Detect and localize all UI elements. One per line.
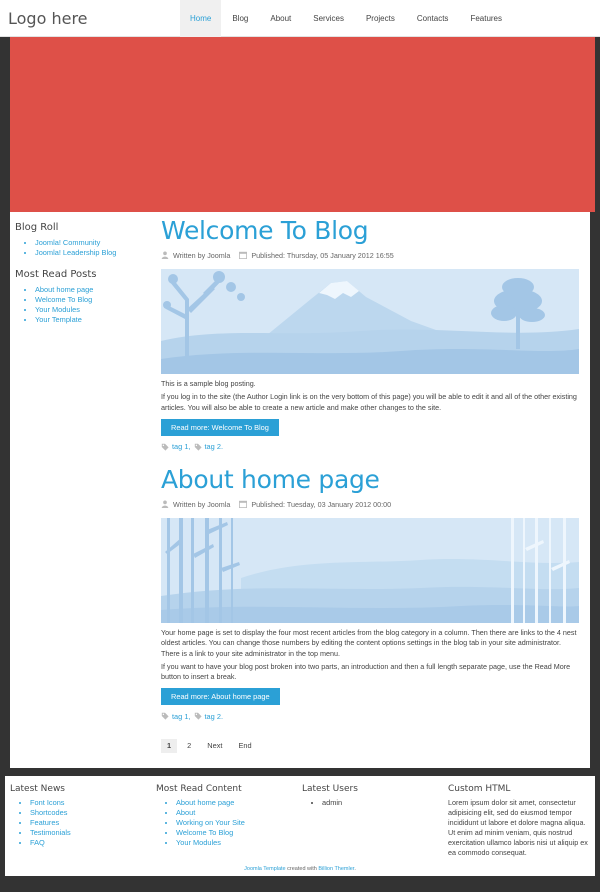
nav-features[interactable]: Features	[470, 14, 503, 23]
list-item	[35, 295, 155, 305]
sidebar	[15, 222, 155, 336]
calendar-icon	[239, 251, 247, 259]
pagination	[161, 739, 262, 753]
end-page-button[interactable]: End	[238, 741, 252, 750]
footer-latest-news	[10, 784, 150, 848]
blog-post	[161, 465, 581, 721]
post-author: Written by Joomla	[173, 250, 231, 260]
tag-link[interactable]: tag 1,	[172, 442, 191, 452]
tag-icon	[194, 712, 202, 720]
nav-about[interactable]: About	[270, 14, 292, 23]
list-item	[35, 248, 155, 258]
footer-lorem-text: Lorem ipsum dolor sit amet, consectetur adipisicing elit, sed do eiusmod tempor incididunt ut labore et dolore magna aliqua. Ut enim ad minim veniam, quis nostrud exercitation ullamco laboris nisi ut aliquip ex ea commodo consequat.	[448, 798, 588, 857]
post-paragraph: If you want to have your blog post broken into two parts, an introduction and then a full length separate page, use the Read More button to insert a break.	[161, 661, 571, 682]
post-tags	[161, 711, 581, 721]
footer-latest-users	[302, 784, 442, 808]
blog-post	[161, 216, 581, 452]
footer-list	[10, 798, 150, 848]
nav-projects[interactable]: Projects	[365, 14, 395, 23]
site-logo[interactable]: Logo here	[8, 9, 88, 28]
nav-blog[interactable]: Blog	[232, 14, 249, 23]
blogroll-link[interactable]: Joomla! Community	[35, 238, 101, 247]
tag-icon	[194, 443, 202, 451]
most-read-link[interactable]: Your Modules	[35, 305, 80, 314]
themler-link[interactable]: Billion Themler	[318, 866, 355, 872]
footer-heading: Custom HTML	[448, 784, 511, 794]
tag-link[interactable]: tag 2.	[204, 442, 223, 452]
footer-list	[302, 798, 442, 808]
footer-heading: Most Read Content	[156, 784, 242, 794]
footer-link[interactable]: • Shortcodes	[30, 808, 150, 818]
credits-text: created with	[285, 866, 319, 872]
blogroll-list	[15, 238, 155, 258]
footer-link[interactable]: • Font Icons	[30, 798, 150, 808]
post-paragraph: If you log in to the site (the Author Login link is on the very bottom of this page) you will be able to edit it and all of the other existing articles. You will also be able to create a new article and make other changes to the site.	[161, 392, 577, 412]
site-header	[0, 0, 600, 37]
list-item	[35, 285, 155, 295]
post-meta	[161, 249, 581, 261]
tag-icon	[161, 712, 169, 720]
main-nav	[180, 0, 513, 37]
tag-icon	[161, 443, 169, 451]
footer-heading: Latest Users	[302, 784, 358, 794]
most-read-link[interactable]: About home page	[35, 285, 94, 294]
credits-end: .	[354, 866, 356, 872]
footer-most-read	[156, 784, 296, 848]
post-title[interactable]: Welcome To Blog	[161, 216, 369, 245]
footer-link[interactable]: • Working on Your Site	[176, 818, 296, 828]
post-paragraph: This is a sample blog posting.	[161, 379, 256, 388]
footer-heading: Latest News	[10, 784, 65, 794]
next-page-button[interactable]: Next	[207, 741, 223, 750]
tag-link[interactable]: tag 2.	[204, 711, 223, 721]
list-item	[35, 238, 155, 248]
footer-link[interactable]: • About	[176, 808, 296, 818]
hero-banner	[10, 37, 595, 212]
post-tags	[161, 442, 581, 452]
read-more-button[interactable]: Read more: About home page	[161, 688, 280, 705]
post-published: Published: Thursday, 05 January 2012 16:55	[251, 250, 394, 260]
nav-home[interactable]: Home	[180, 0, 221, 37]
calendar-icon	[239, 500, 247, 508]
post-image-bamboo-forest	[161, 518, 579, 623]
user-icon	[161, 251, 169, 259]
most-read-link[interactable]: Welcome To Blog	[35, 295, 93, 304]
footer-list	[156, 798, 296, 848]
footer-link[interactable]: • Welcome To Blog	[176, 828, 296, 838]
read-more-button[interactable]: Read more: Welcome To Blog	[161, 419, 279, 436]
post-paragraph: Your home page is set to display the four most recent articles from the blog category in a column. Then there are links to the 4 nest oldest articles. You can change those numbers by editing the content options settings in the blog tab in your site administrator. There is a link to your site administrator in the top menu.	[161, 628, 577, 658]
tag-link[interactable]: tag 1,	[172, 711, 191, 721]
footer-link[interactable]: • Testimonials	[30, 828, 150, 838]
footer-link[interactable]: • FAQ	[30, 838, 150, 848]
post-meta	[161, 498, 581, 510]
user-icon	[161, 500, 169, 508]
post-author: Written by Joomla	[173, 499, 231, 509]
blogroll-heading: Blog Roll	[15, 222, 59, 233]
main-content-area	[10, 212, 590, 768]
footer-link[interactable]: • Your Modules	[176, 838, 296, 848]
post-published: Published: Tuesday, 03 January 2012 00:00	[251, 499, 392, 509]
page-2-button[interactable]: 2	[187, 741, 192, 750]
footer-link[interactable]: • Features	[30, 818, 150, 828]
most-read-link[interactable]: Your Template	[35, 315, 82, 324]
site-footer	[5, 776, 595, 876]
post-image-winter-mountain	[161, 269, 579, 374]
list-item	[35, 315, 155, 325]
nav-contacts[interactable]: Contacts	[416, 14, 449, 23]
most-read-heading: Most Read Posts	[15, 269, 97, 280]
nav-services[interactable]: Services	[313, 14, 344, 23]
joomla-template-link[interactable]: Joomla Template	[244, 866, 286, 872]
post-title[interactable]: About home page	[161, 465, 380, 494]
most-read-list	[15, 285, 155, 325]
footer-custom-html	[448, 784, 593, 858]
footer-credits	[5, 866, 595, 872]
footer-user: • admin	[322, 798, 442, 808]
footer-link[interactable]: • About home page	[176, 798, 296, 808]
list-item	[35, 305, 155, 315]
page-1-button[interactable]: 1	[161, 739, 177, 753]
blogroll-link[interactable]: Joomla! Leadership Blog	[35, 248, 117, 257]
